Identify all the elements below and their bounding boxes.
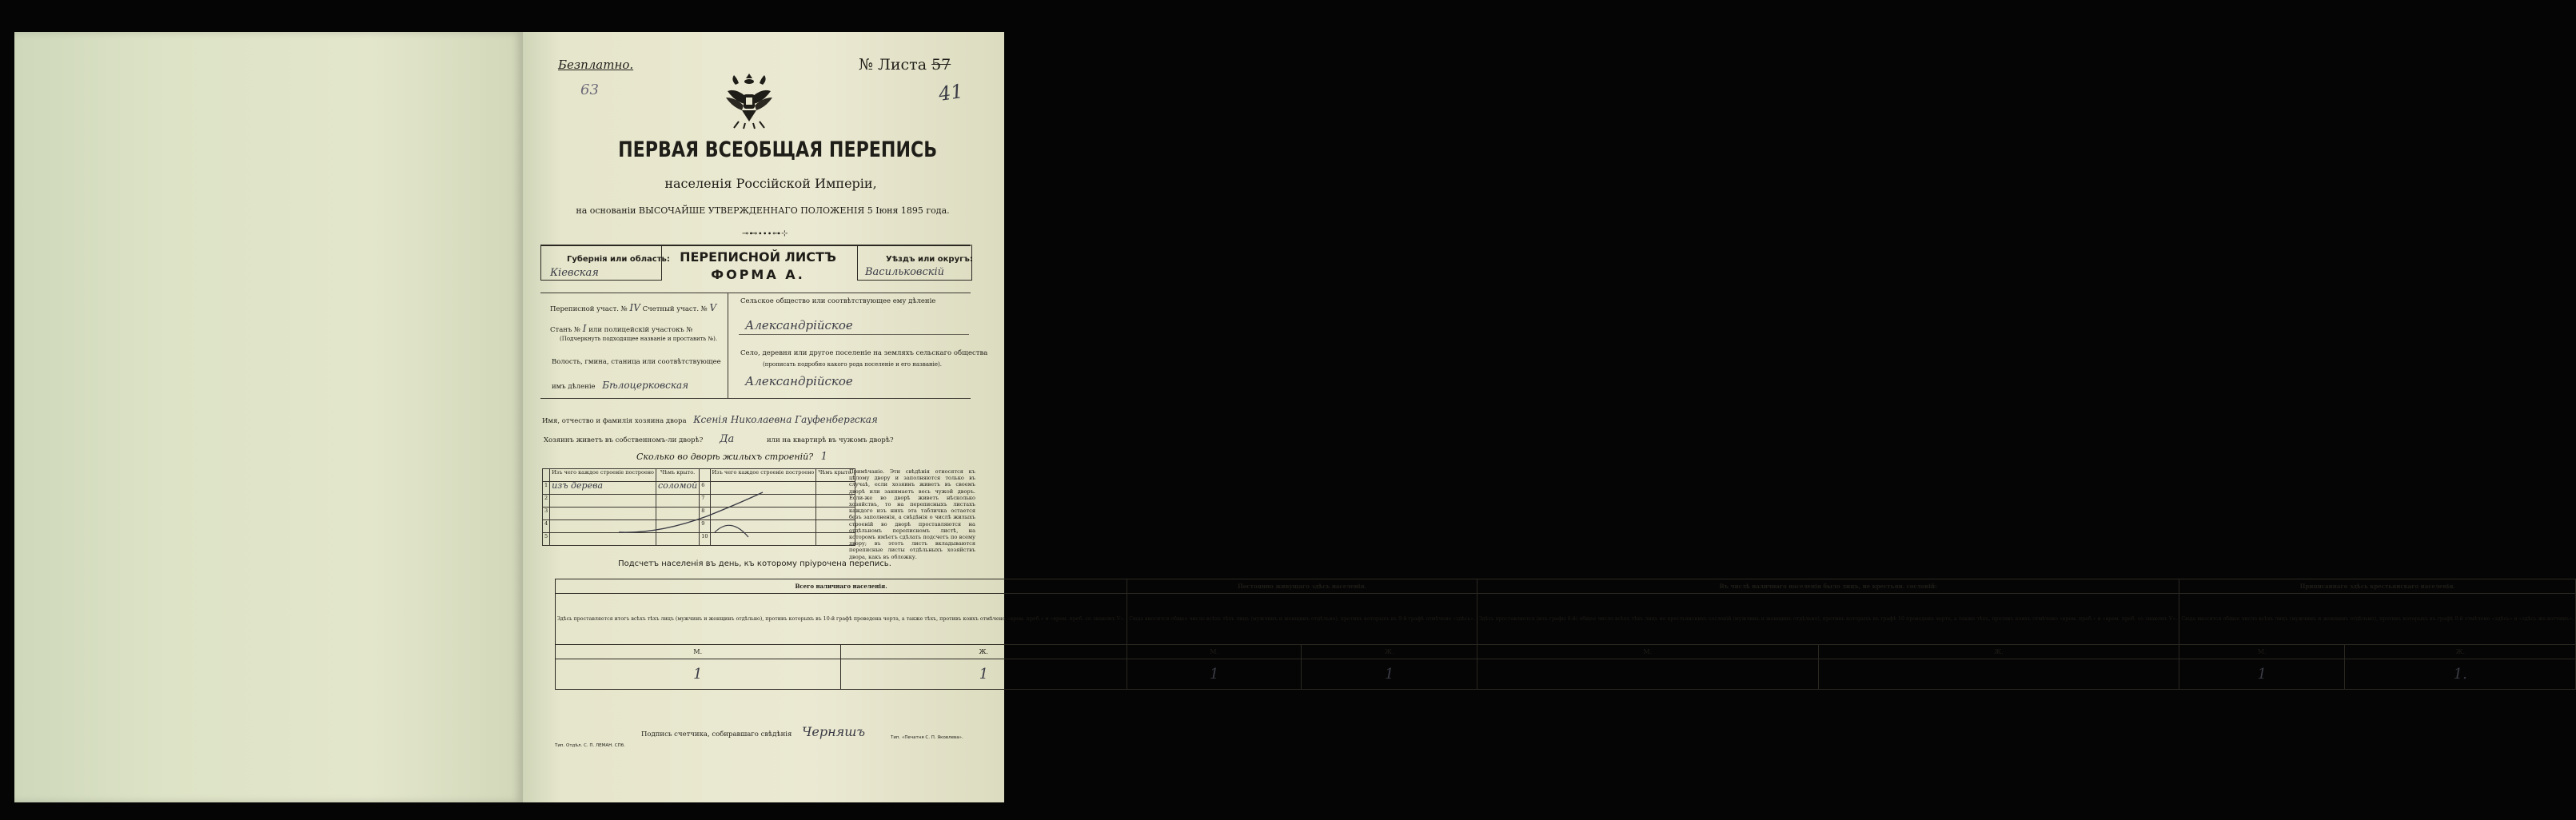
row-number: 7: [700, 495, 710, 508]
archive-number: 63: [580, 82, 599, 98]
society-value: Александрійское: [745, 318, 853, 332]
value-total-f: 1: [840, 659, 1127, 690]
row-number: 9: [700, 520, 710, 533]
summary-head-nonpeasant: Въ числѣ наличнаго населенія было лицъ, не крестьян. сословій:: [1477, 579, 2179, 594]
summary-head-permanent: Постоянно живущаго здѣсь населенія.: [1127, 579, 1477, 594]
row-number: 2: [543, 495, 550, 508]
summary-body-peasant: Сюда вносится общее число всѣхъ лицъ (мужчинъ и женщинъ отдѣльно), противъ которыхъ въ графѣ 8-й отмѣчено «здѣсь» и «здѣсь же вотчинъ».: [2179, 594, 2576, 645]
value-permanent-m: 1: [1127, 659, 1302, 690]
value-nonpeasant-m: [1477, 659, 1818, 690]
row-number: 1: [543, 482, 550, 495]
f-header: Ж.: [1302, 645, 1477, 659]
village-value: Александрійское: [745, 374, 853, 388]
counter-area-value: V: [709, 302, 717, 313]
free-label: Безплатно.: [558, 58, 634, 72]
society-label: Сельское общество или соотвѣтствующее ему дѣленіе: [740, 297, 936, 305]
row1-material: изъ дерева: [550, 482, 656, 495]
summary-body-total: Здѣсь проставляется итогъ всѣхъ тѣхъ лицъ (мужчинъ и женщинъ отдѣльно), противъ которыхъ въ 10-й графѣ проведена черта, а также тѣхъ, противъ коихъ отмѣчено «врем. преб.» и «врем. преб. со знакомъ V».: [556, 594, 1127, 645]
value-total-m: 1: [556, 659, 841, 690]
value-peasant-m: 1: [2179, 659, 2345, 690]
form-title: ПЕРЕПИСНОЙ ЛИСТЪ: [680, 249, 836, 265]
m-header: М.: [1477, 645, 1818, 659]
volost-row: [552, 380, 688, 391]
f-header: Ж.: [2345, 645, 2576, 659]
owner-name-row: [542, 414, 878, 425]
m-header: М.: [556, 645, 841, 659]
census-form-page: [523, 32, 2574, 802]
roof-header: Чѣмъ крыто.: [656, 469, 699, 482]
census-area-row: [550, 302, 716, 313]
value-permanent-f: 1: [1302, 659, 1477, 690]
sheet-handwritten-number: 41: [937, 80, 965, 105]
district-value: Васильковскій: [865, 266, 945, 278]
owner-name-value: Ксенія Николаевна Гауфенбергская: [693, 414, 878, 425]
summary-title: Подсчетъ населенія въ день, къ которому пріурочена перепись.: [618, 559, 891, 568]
stan-label: Станъ №: [550, 326, 581, 334]
row-number: 6: [700, 482, 710, 495]
signature-row: [641, 724, 865, 739]
summary-body-nonpeasant: Здѣсь проставляется (изъ графы 6-й) общее число всѣхъ тѣхъ лицъ не крестьянскихъ сословій (мужчинъ и женщинъ отдѣльно), противъ которыхъ въ графѣ 10 проведена черта, а также тѣхъ, противъ коихъ отмѣчено «врем. преб.» и «врем. преб. со знакомъ V».: [1477, 594, 2179, 645]
province-label: Губернія или область:: [567, 255, 670, 264]
village-label: Село, деревня или другое поселеніе на земляхъ сельскаго общества: [740, 349, 988, 357]
m-header: М.: [2179, 645, 2345, 659]
row-number: 3: [543, 508, 550, 520]
printer-left: Тип. Отдѣл. С. П. ЛЕМАН. СПб.: [555, 743, 625, 748]
owner-lives-label: Хозяинъ живетъ въ собственномъ-ли дворѣ?: [544, 436, 704, 444]
sheet-number-label: [859, 56, 951, 74]
village-note: (прописать подробно какого рода поселеніе и его названіе).: [763, 361, 942, 368]
info-bottom-rule: [540, 398, 971, 399]
ornament-divider: ⊸⊷∙∙∙⊶⊹: [742, 229, 789, 238]
owner-name-label: Имя, отчество и фамилія хозяина двора: [542, 417, 687, 425]
crossout-stroke: [611, 484, 771, 540]
volost-label-2: имъ дѣленіе: [552, 383, 596, 391]
printer-right: Тип. «Печатня С. П. Яковлева».: [891, 735, 963, 740]
census-area-label: Переписной участ. №: [550, 305, 628, 313]
census-area-value: IV: [629, 302, 640, 313]
owner-rent-label: или на квартирѣ въ чужомъ дворѣ?: [767, 436, 894, 444]
row1-roof: соломой: [656, 482, 699, 495]
m-header: М.: [1127, 645, 1302, 659]
volost-value: Бѣлоцерковская: [602, 380, 689, 391]
signature-value: Черняшъ: [802, 724, 866, 739]
buildings-value: 1: [820, 451, 827, 463]
buildings-row: [636, 451, 827, 463]
stan-value: I: [582, 323, 587, 334]
owner-lives-value: Да: [719, 433, 735, 445]
buildings-label: Сколько во дворѣ жилыхъ строеній?: [636, 452, 814, 462]
row-number: 5: [543, 533, 550, 546]
f-header: Ж.: [840, 645, 1127, 659]
counter-area-label: Счетный участ. №: [642, 305, 708, 313]
society-underline: [739, 334, 969, 335]
police-note: (Подчеркнуть подходящее названіе и проставить №).: [560, 336, 718, 342]
district-label: Уѣздъ или округъ:: [886, 255, 973, 264]
roof-header-2: Чѣмъ крыто.: [816, 469, 855, 482]
page-title: ПЕРВАЯ ВСЕОБЩАЯ ПЕРЕПИСЬ: [618, 137, 938, 162]
summary-body-permanent: Сюда вносится общее число всѣхъ тѣхъ лицъ (мужчинъ и женщинъ отдѣльно), противъ которыхъ въ 9-й графѣ отмѣчено «здѣсь».: [1127, 594, 1477, 645]
summary-table: [555, 579, 2576, 690]
legal-basis: на основаніи ВЫСОЧАЙШЕ УТВЕРЖДЕННАГО ПОЛОЖЕНІЯ 5 Іюня 1895 года.: [576, 205, 950, 216]
owner-lives-row: [544, 433, 894, 445]
material-header: Изъ чего каждое строеніе построено: [550, 469, 656, 482]
signature-label: Подпись счетчика, собиравшаго свѣдѣнія: [641, 730, 792, 738]
value-peasant-f: 1.: [2345, 659, 2576, 690]
material-header-2: Изъ чего каждое строеніе построено: [710, 469, 816, 482]
summary-head-total: Всего наличнаго населенія.: [556, 579, 1127, 594]
summary-head-peasant: Приписаннаго здѣсь крестьянскаго населенія.: [2179, 579, 2576, 594]
row-number: 8: [700, 508, 710, 520]
subtitle: населенія Россійской Имперіи,: [664, 176, 877, 191]
left-blank-page: [14, 32, 523, 802]
value-nonpeasant-f: [1818, 659, 2179, 690]
double-headed-eagle-icon: [724, 70, 774, 129]
volost-label: Волость, гмина, станица или соотвѣтствующее: [552, 358, 721, 366]
note-text: Примѣчаніе. Эти свѣдѣнія относятся къ цѣлому двору и заполняются только въ случаѣ, если хозяинъ живетъ въ своемъ дворѣ или занимаетъ весь чужой дворъ. Если-же во дворѣ живетъ нѣсколько хозяйствъ, то на переписныхъ листахъ каждого изъ нихъ эта табличка остается безъ заполненія, а свѣдѣнія о числѣ жилыхъ строеній во дворѣ проставляются на отдѣльномъ переписномъ листѣ, на которомъ имѣетъ сдѣлать подсчетъ по всему двору; въ этотъ листъ вкладываются переписные листы отдѣльныхъ хозяйствъ двора, какъ въ обложку.: [849, 468, 975, 560]
row-number: 10: [700, 533, 710, 546]
form-letter: ФОРМА А.: [711, 267, 805, 282]
sheet-label: № Листа: [859, 56, 927, 74]
police-label: или полицейскій участокъ №: [588, 326, 693, 334]
row-number: 4: [543, 520, 550, 533]
sheet-number: 57: [931, 56, 951, 74]
stan-row: [550, 323, 693, 334]
province-value: Кіевская: [550, 267, 599, 279]
f-header: Ж.: [1818, 645, 2179, 659]
